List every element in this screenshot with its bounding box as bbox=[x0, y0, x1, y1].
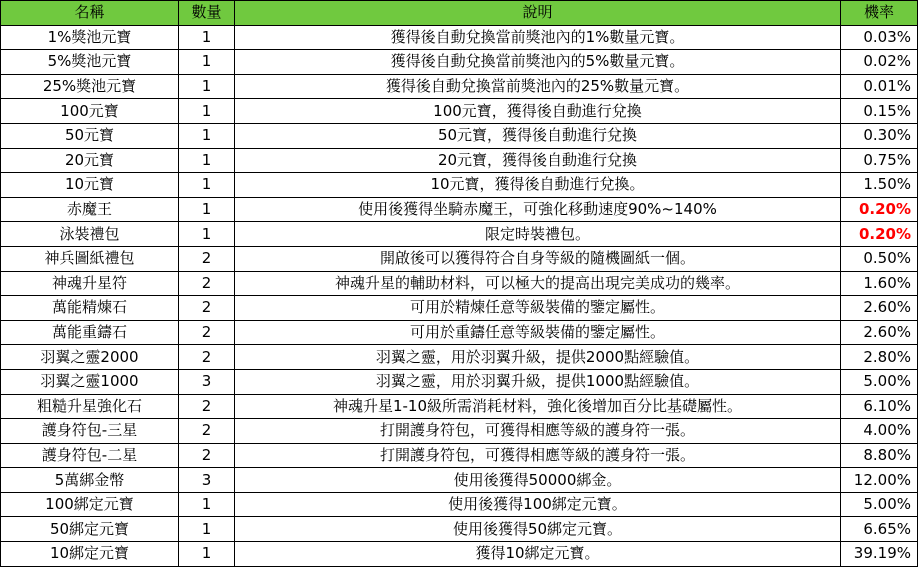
item-name-cell: 粗糙升星強化石 bbox=[1, 394, 179, 419]
item-name-cell: 20元寶 bbox=[1, 148, 179, 173]
table-row bbox=[1, 419, 918, 444]
table-row bbox=[1, 50, 918, 75]
description-cell: 100元寶，獲得後自動進行兌換 bbox=[235, 99, 841, 124]
quantity-cell: 1 bbox=[179, 123, 235, 148]
item-name-cell: 羽翼之靈1000 bbox=[1, 369, 179, 394]
table-row bbox=[1, 25, 918, 50]
description-cell: 獲得後自動兌換當前獎池內的5%數量元寶。 bbox=[235, 50, 841, 75]
description-cell: 使用後獲得50000綁金。 bbox=[235, 468, 841, 493]
description-cell: 20元寶，獲得後自動進行兌換 bbox=[235, 148, 841, 173]
rate-cell: 2.60% bbox=[841, 296, 918, 321]
rate-cell: 1.60% bbox=[841, 271, 918, 296]
description-cell: 獲得10綁定元寶。 bbox=[235, 542, 841, 567]
quantity-cell: 2 bbox=[179, 271, 235, 296]
table-row bbox=[1, 271, 918, 296]
table-row bbox=[1, 468, 918, 493]
quantity-cell: 2 bbox=[179, 394, 235, 419]
description-cell: 羽翼之靈，用於羽翼升級，提供2000點經驗值。 bbox=[235, 345, 841, 370]
item-name-cell: 神兵圖紙禮包 bbox=[1, 246, 179, 271]
table-row bbox=[1, 394, 918, 419]
header-row bbox=[1, 1, 918, 26]
description-cell: 使用後獲得100綁定元寶。 bbox=[235, 492, 841, 517]
description-cell: 使用後獲得50綁定元寶。 bbox=[235, 517, 841, 542]
item-name-cell: 10綁定元寶 bbox=[1, 542, 179, 567]
quantity-cell: 1 bbox=[179, 173, 235, 198]
description-cell: 獲得後自動兌換當前獎池內的1%數量元寶。 bbox=[235, 25, 841, 50]
description-cell: 神魂升星的輔助材料，可以極大的提高出現完美成功的幾率。 bbox=[235, 271, 841, 296]
description-cell: 可用於精煉任意等級裝備的鑒定屬性。 bbox=[235, 296, 841, 321]
table-row bbox=[1, 345, 918, 370]
rate-cell: 0.02% bbox=[841, 50, 918, 75]
item-name-cell: 100綁定元寶 bbox=[1, 492, 179, 517]
quantity-cell: 2 bbox=[179, 443, 235, 468]
header-description: 說明 bbox=[235, 1, 841, 26]
header-quantity: 數量 bbox=[179, 1, 235, 26]
rate-cell: 5.00% bbox=[841, 369, 918, 394]
table-row bbox=[1, 99, 918, 124]
item-name-cell: 25%獎池元寶 bbox=[1, 74, 179, 99]
quantity-cell: 2 bbox=[179, 345, 235, 370]
table-row bbox=[1, 173, 918, 198]
rate-cell: 39.19% bbox=[841, 542, 918, 567]
item-name-cell: 神魂升星符 bbox=[1, 271, 179, 296]
table-row bbox=[1, 369, 918, 394]
quantity-cell: 1 bbox=[179, 50, 235, 75]
item-name-cell: 赤魔王 bbox=[1, 197, 179, 222]
rate-cell: 0.03% bbox=[841, 25, 918, 50]
description-cell: 使用後獲得坐騎赤魔王，可強化移動速度90%~140% bbox=[235, 197, 841, 222]
rate-cell: 2.60% bbox=[841, 320, 918, 345]
rate-cell: 5.00% bbox=[841, 492, 918, 517]
header-rate: 機率 bbox=[841, 1, 918, 26]
quantity-cell: 1 bbox=[179, 222, 235, 247]
quantity-cell: 2 bbox=[179, 320, 235, 345]
table-row bbox=[1, 123, 918, 148]
item-name-cell: 50綁定元寶 bbox=[1, 517, 179, 542]
item-name-cell: 10元寶 bbox=[1, 173, 179, 198]
table-row bbox=[1, 492, 918, 517]
quantity-cell: 1 bbox=[179, 99, 235, 124]
rate-cell: 8.80% bbox=[841, 443, 918, 468]
table-row bbox=[1, 222, 918, 247]
quantity-cell: 2 bbox=[179, 246, 235, 271]
table-row bbox=[1, 246, 918, 271]
table-row bbox=[1, 296, 918, 321]
rate-cell: 6.10% bbox=[841, 394, 918, 419]
quantity-cell: 1 bbox=[179, 197, 235, 222]
quantity-cell: 2 bbox=[179, 296, 235, 321]
description-cell: 獲得後自動兌換當前獎池內的25%數量元寶。 bbox=[235, 74, 841, 99]
rate-cell: 2.80% bbox=[841, 345, 918, 370]
quantity-cell: 1 bbox=[179, 148, 235, 173]
table-row bbox=[1, 320, 918, 345]
description-cell: 打開護身符包，可獲得相應等級的護身符一張。 bbox=[235, 443, 841, 468]
rate-cell: 0.75% bbox=[841, 148, 918, 173]
table-row bbox=[1, 148, 918, 173]
description-cell: 可用於重鑄任意等級裝備的鑒定屬性。 bbox=[235, 320, 841, 345]
item-name-cell: 萬能重鑄石 bbox=[1, 320, 179, 345]
table-row bbox=[1, 542, 918, 567]
table-body bbox=[1, 25, 918, 566]
item-name-cell: 5%獎池元寶 bbox=[1, 50, 179, 75]
table-row bbox=[1, 517, 918, 542]
item-name-cell: 羽翼之靈2000 bbox=[1, 345, 179, 370]
item-name-cell: 5萬綁金幣 bbox=[1, 468, 179, 493]
item-name-cell: 護身符包-三星 bbox=[1, 419, 179, 444]
rate-cell: 0.50% bbox=[841, 246, 918, 271]
quantity-cell: 1 bbox=[179, 74, 235, 99]
quantity-cell: 3 bbox=[179, 468, 235, 493]
description-cell: 開啟後可以獲得符合自身等級的隨機圖紙一個。 bbox=[235, 246, 841, 271]
header-name: 名稱 bbox=[1, 1, 179, 26]
rate-cell: 0.20% bbox=[841, 197, 918, 222]
rate-cell: 0.20% bbox=[841, 222, 918, 247]
rate-cell: 12.00% bbox=[841, 468, 918, 493]
table-row bbox=[1, 443, 918, 468]
rate-cell: 0.30% bbox=[841, 123, 918, 148]
description-cell: 羽翼之靈，用於羽翼升級，提供1000點經驗值。 bbox=[235, 369, 841, 394]
quantity-cell: 2 bbox=[179, 419, 235, 444]
rate-cell: 6.65% bbox=[841, 517, 918, 542]
quantity-cell: 1 bbox=[179, 492, 235, 517]
item-name-cell: 100元寶 bbox=[1, 99, 179, 124]
quantity-cell: 3 bbox=[179, 369, 235, 394]
description-cell: 50元寶，獲得後自動進行兌換 bbox=[235, 123, 841, 148]
rate-cell: 0.15% bbox=[841, 99, 918, 124]
description-cell: 打開護身符包，可獲得相應等級的護身符一張。 bbox=[235, 419, 841, 444]
item-name-cell: 50元寶 bbox=[1, 123, 179, 148]
rate-cell: 4.00% bbox=[841, 419, 918, 444]
quantity-cell: 1 bbox=[179, 25, 235, 50]
item-name-cell: 泳裝禮包 bbox=[1, 222, 179, 247]
rate-cell: 0.01% bbox=[841, 74, 918, 99]
item-name-cell: 萬能精煉石 bbox=[1, 296, 179, 321]
table-header bbox=[1, 1, 918, 26]
table-row bbox=[1, 74, 918, 99]
item-name-cell: 護身符包-二星 bbox=[1, 443, 179, 468]
quantity-cell: 1 bbox=[179, 517, 235, 542]
rate-cell: 1.50% bbox=[841, 173, 918, 198]
description-cell: 10元寶，獲得後自動進行兌換。 bbox=[235, 173, 841, 198]
table-row bbox=[1, 197, 918, 222]
description-cell: 神魂升星1-10級所需消耗材料，強化後增加百分比基礎屬性。 bbox=[235, 394, 841, 419]
item-name-cell: 1%獎池元寶 bbox=[1, 25, 179, 50]
description-cell: 限定時裝禮包。 bbox=[235, 222, 841, 247]
quantity-cell: 1 bbox=[179, 542, 235, 567]
